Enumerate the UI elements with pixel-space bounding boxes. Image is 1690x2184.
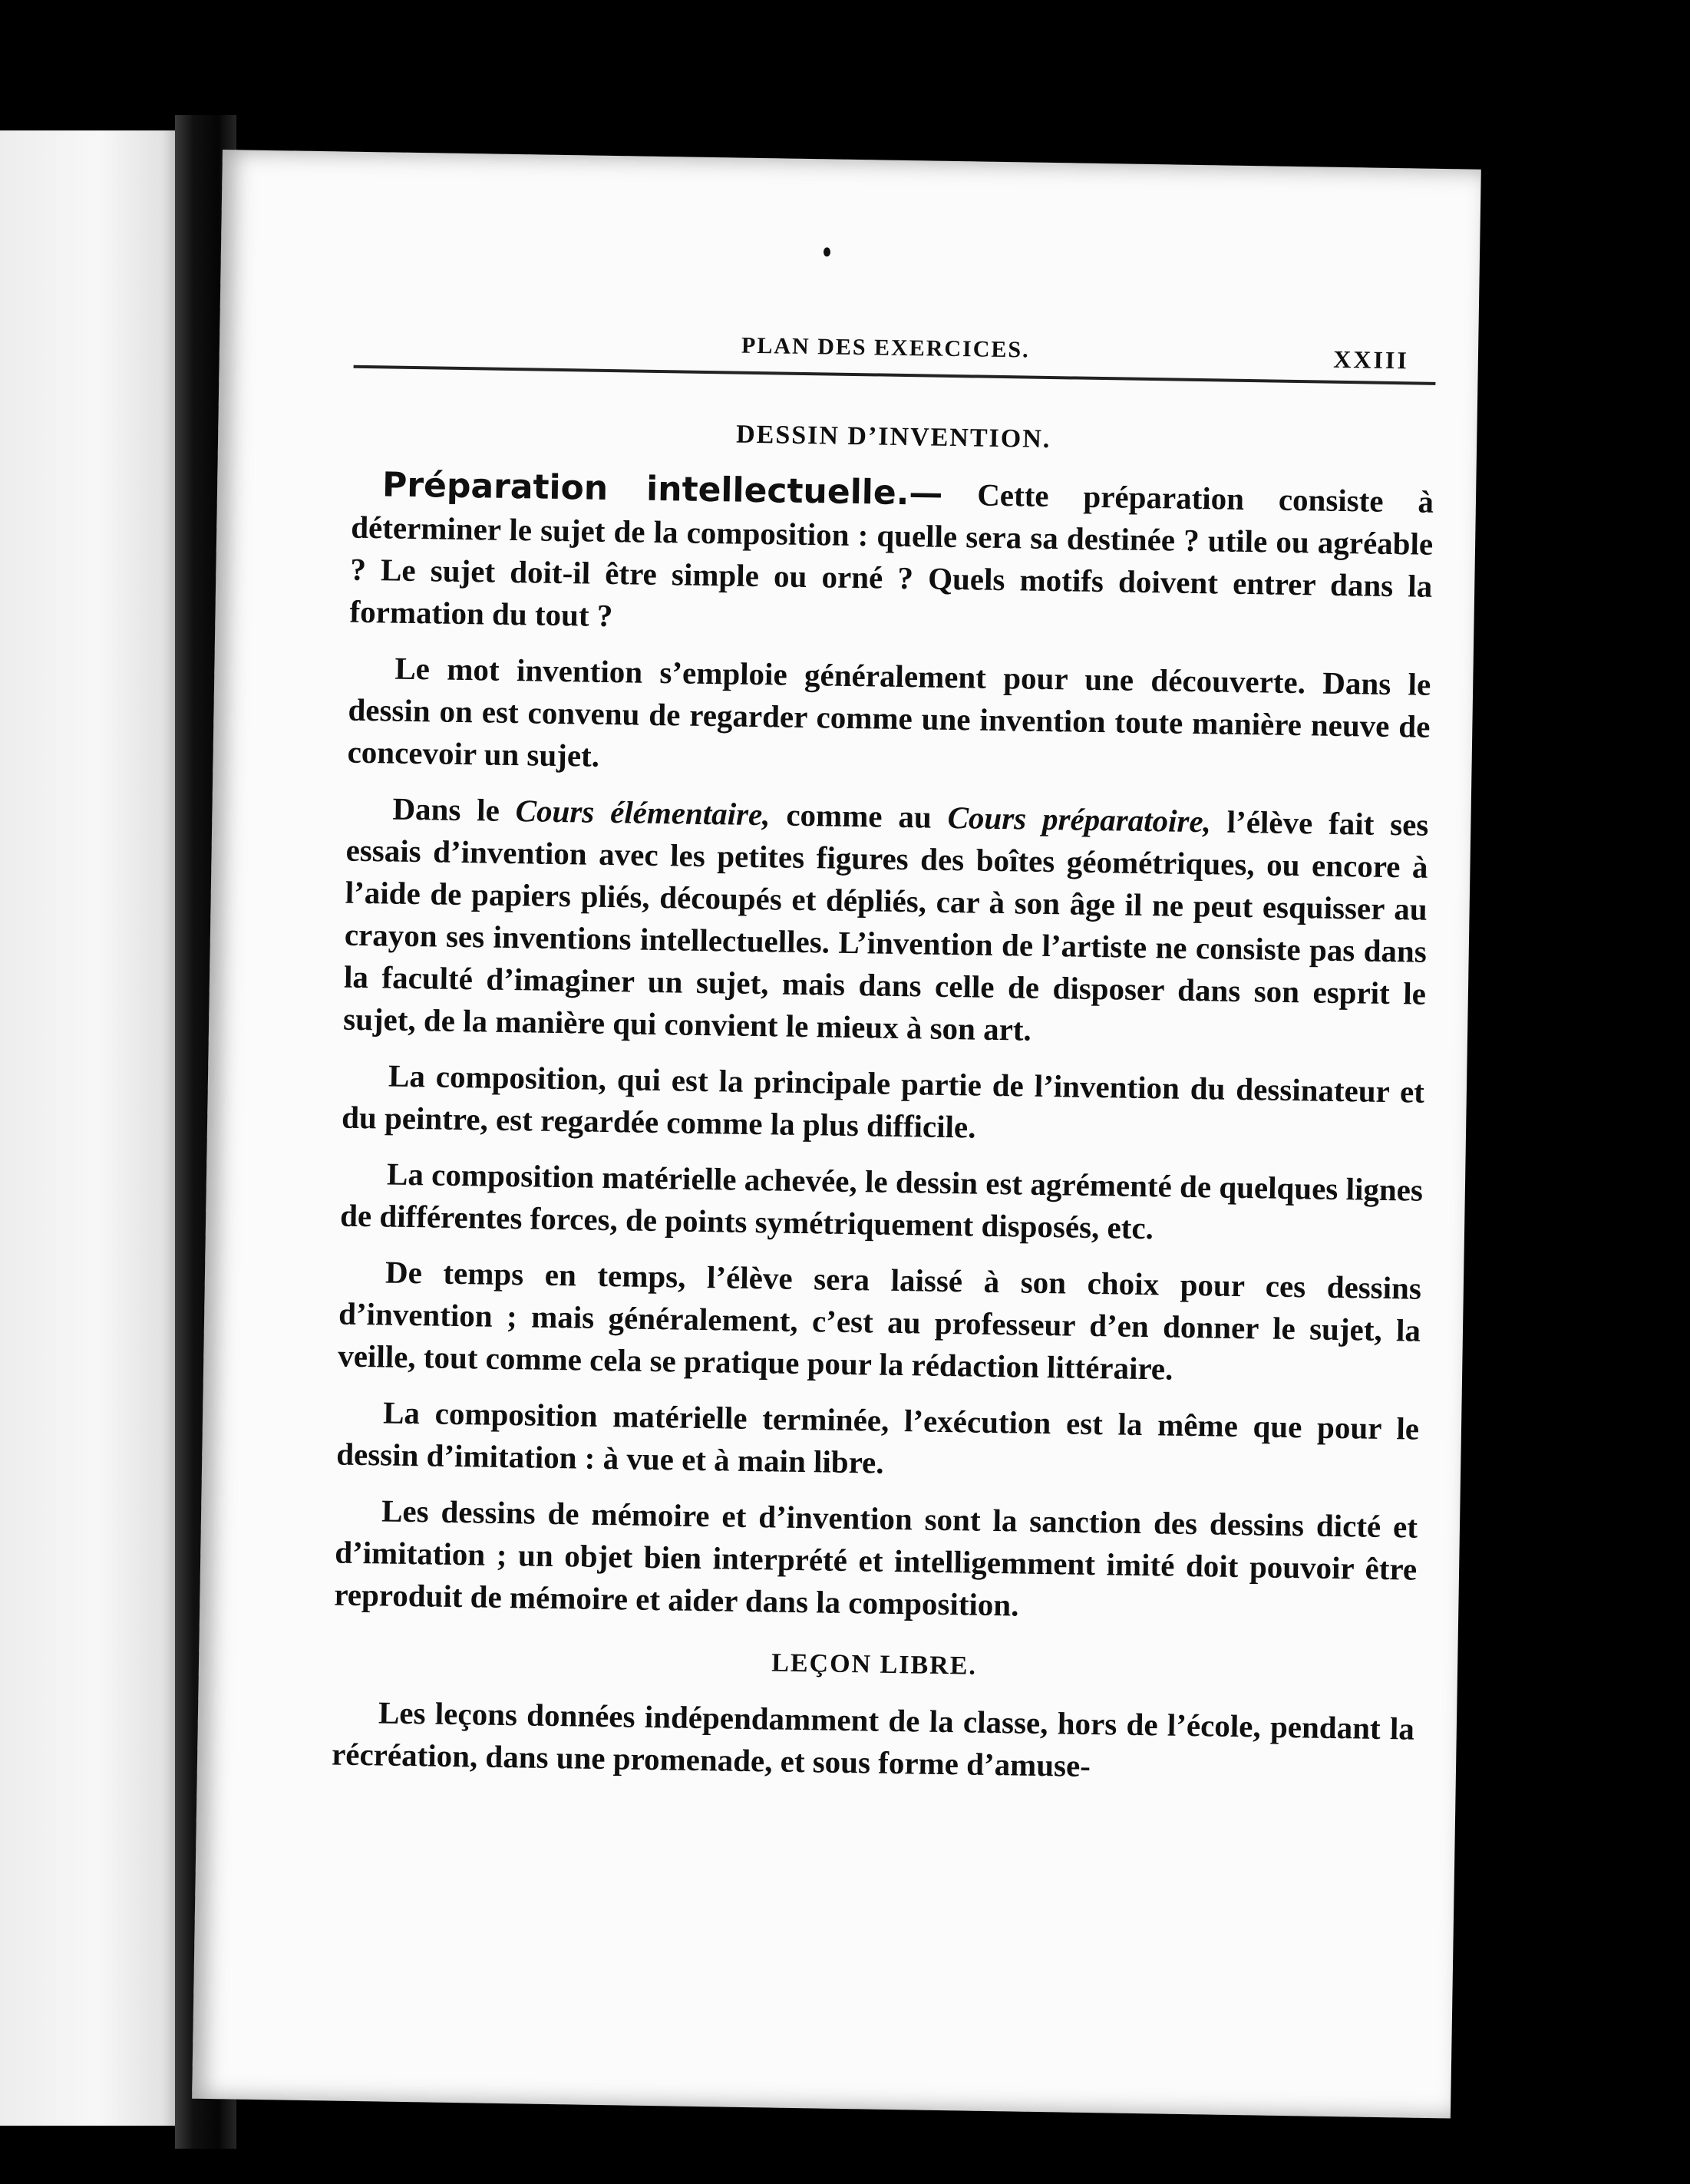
paragraph-text: Dans le (392, 790, 517, 829)
section-title: LEÇON LIBRE. (771, 1648, 978, 1681)
body-text (331, 405, 1434, 1806)
paragraph: De temps en temps, l’élève sera laissé à son choix pour ces dessins d’invention ; mais généralement, c’est au professeur d’en donner le sujet, la veille, tout comme cela se pratique pour la rédaction littéraire. (337, 1254, 1422, 1387)
ink-speck (824, 247, 830, 256)
section-dessin-invention (334, 414, 1434, 1633)
paragraph: La composition, qui est la principale partie de l’invention du dessinateur et du peintre, est regardée comme la plus difficile. (341, 1057, 1425, 1145)
running-title: PLAN DES EXERCICES. (741, 332, 1030, 363)
book-page (192, 150, 1481, 2118)
italic-term: Cours préparatoire, (947, 799, 1212, 840)
page-number: XXIII (1333, 345, 1410, 374)
section-lecon-libre (332, 1642, 1416, 1793)
paragraph (343, 787, 1429, 1057)
italic-term: Cours élémentaire, (515, 793, 771, 833)
paragraph: Les leçons données indépendamment de la classe, hors de l’école, pendant la récréation, dans une promenade, et sous forme d’amuse- (331, 1694, 1415, 1784)
paragraph-text: l’élève fait ses essais d’invention avec les petites figures des boîtes géométriques, ou encore à l’aide de papiers pliés, découpés et dépliés, car à son âge il ne peut esquisser au crayon ses inventions intellectuelles. L’invention de l’artiste ne consiste pas dans la faculté d’imaginer un sujet, mais dans celle de disposer dans son esprit le sujet, de la manière qui convient le mieux à son art. (342, 803, 1429, 1047)
paragraph: Les dessins de mémoire et d’invention sont la sanction des dessins dicté et d’imitation ; un objet bien interprété et intelligemment imité doit pouvoir être reproduit de mémoire et aider dans la composition. (334, 1493, 1418, 1623)
paragraph: La composition matérielle terminée, l’exécution est la même que pour le dessin d’imitation : à vue et à main libre. (335, 1394, 1420, 1480)
paragraph: Le mot invention s’emploie généralement pour une découverte. Dans le dessin on est convenu de regarder comme une invention toute manière neuve de concevoir un sujet. (347, 650, 1431, 774)
paragraph (349, 464, 1434, 650)
paragraph: La composition matérielle achevée, le dessin est agrémenté de quelques lignes de différentes forces, de points symétriquement disposés, etc. (339, 1156, 1424, 1246)
left-page-edge (0, 130, 180, 2126)
paragraph-lead-heading: Préparation intellectuelle.— (381, 465, 943, 513)
paragraph-text: Cette préparation consiste à déterminer le sujet de la composition : quelle sera sa destinée ? utile ou agréable ? Le sujet doit-il être simple ou orné ? Quels motifs doivent entrer dans la formation du tout ? (349, 476, 1434, 634)
section-title: DESSIN D’INVENTION. (735, 420, 1051, 454)
paragraph-text: comme au (770, 797, 949, 835)
